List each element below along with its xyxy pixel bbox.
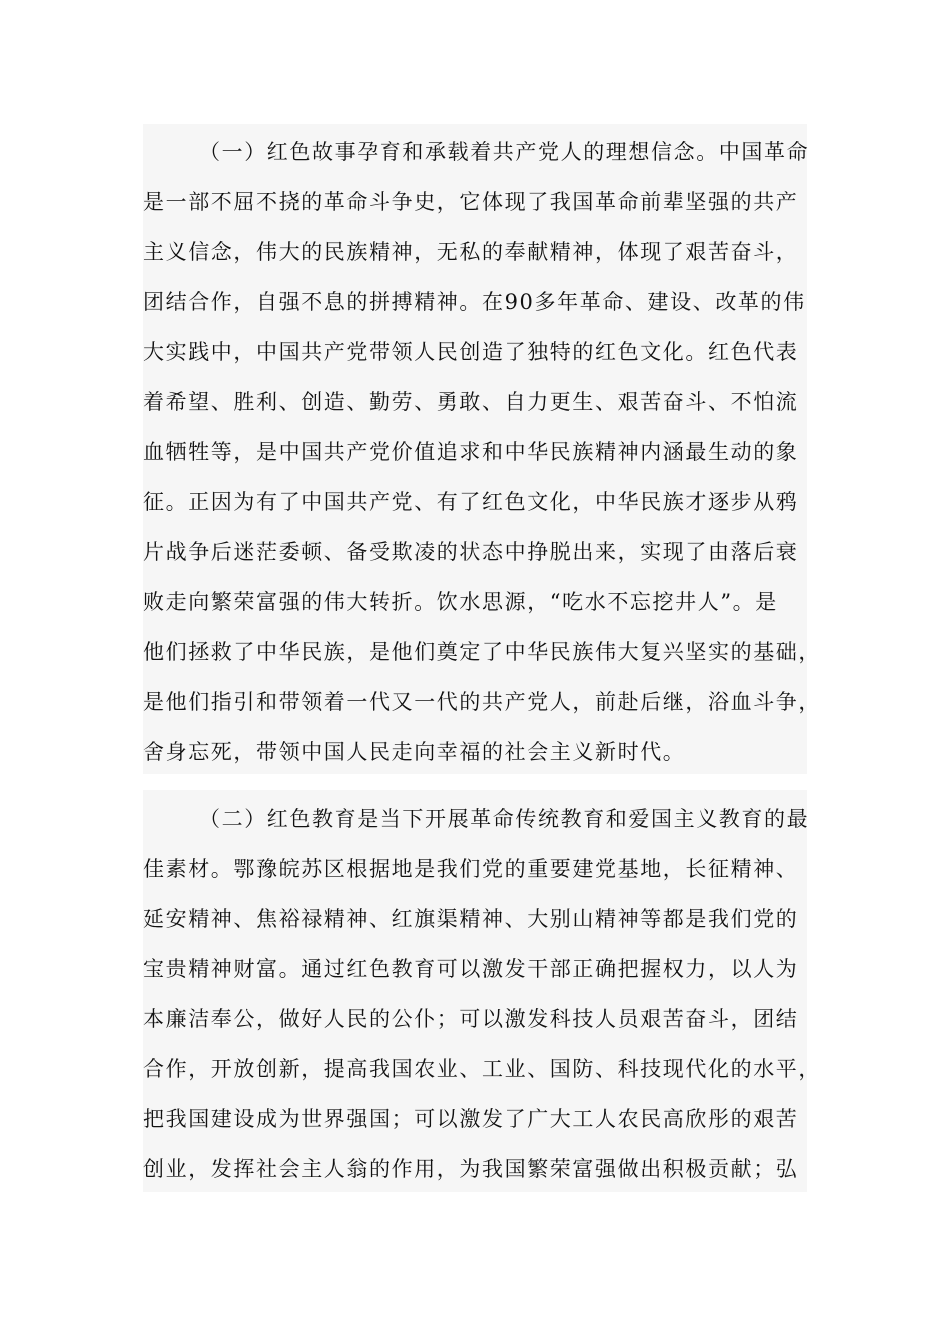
text-line: 征。正因为有了中国共产党、有了红色文化，中华民族才逐步从鸦 bbox=[143, 490, 799, 514]
text-line: 舍身忘死，带领中国人民走向幸福的社会主义新时代。 bbox=[143, 740, 686, 764]
text-line: 创业，发挥社会主人翁的作用，为我国繁荣富强做出积极贡献；弘 bbox=[143, 1157, 799, 1181]
text-line: （二）红色教育是当下开展革命传统教育和爱国主义教育的最 bbox=[199, 807, 810, 831]
text-line: 合作，开放创新，提高我国农业、工业、国防、科技现代化的水平， bbox=[143, 1057, 821, 1081]
text-line: 团结合作，自强不息的拼搏精神。在90多年革命、建设、改革的伟 bbox=[143, 290, 806, 314]
text-line: （一）红色故事孕育和承载着共产党人的理想信念。中国革命 bbox=[199, 140, 810, 164]
text-line: 大实践中，中国共产党带领人民创造了独特的红色文化。红色代表 bbox=[143, 340, 799, 364]
text-line: 本廉洁奉公，做好人民的公仆；可以激发科技人员艰苦奋斗，团结 bbox=[143, 1007, 799, 1031]
text-line: 败走向繁荣富强的伟大转折。饮水思源，“吃水不忘挖井人”。是 bbox=[143, 590, 778, 614]
paragraph-section-1 bbox=[143, 124, 821, 774]
text-line: 延安精神、焦裕禄精神、红旗渠精神、大别山精神等都是我们党的 bbox=[143, 907, 799, 931]
text-line: 是一部不屈不挠的革命斗争史，它体现了我国革命前辈坚强的共产 bbox=[143, 190, 799, 214]
text-line: 佳素材。鄂豫皖苏区根据地是我们党的重要建党基地，长征精神、 bbox=[143, 857, 799, 881]
text-line: 宝贵精神财富。通过红色教育可以激发干部正确把握权力，以人为 bbox=[143, 957, 799, 981]
text-line: 他们拯救了中华民族，是他们奠定了中华民族伟大复兴坚实的基础， bbox=[143, 640, 821, 664]
text-line: 血牺牲等，是中国共产党价值追求和中华民族精神内涵最生动的象 bbox=[143, 440, 799, 464]
text-line: 把我国建设成为世界强国；可以激发了广大工人农民高欣彤的艰苦 bbox=[143, 1107, 799, 1131]
text-line: 是他们指引和带领着一代又一代的共产党人，前赴后继，浴血斗争， bbox=[143, 690, 821, 714]
text-line: 主义信念，伟大的民族精神，无私的奉献精神，体现了艰苦奋斗， bbox=[143, 240, 799, 264]
paragraph-section-2 bbox=[143, 790, 821, 1192]
text-line: 着希望、胜利、创造、勤劳、勇敢、自力更生、艰苦奋斗、不怕流 bbox=[143, 390, 799, 414]
text-line: 片战争后迷茫委顿、备受欺凌的状态中挣脱出来，实现了由落后衰 bbox=[143, 540, 799, 564]
